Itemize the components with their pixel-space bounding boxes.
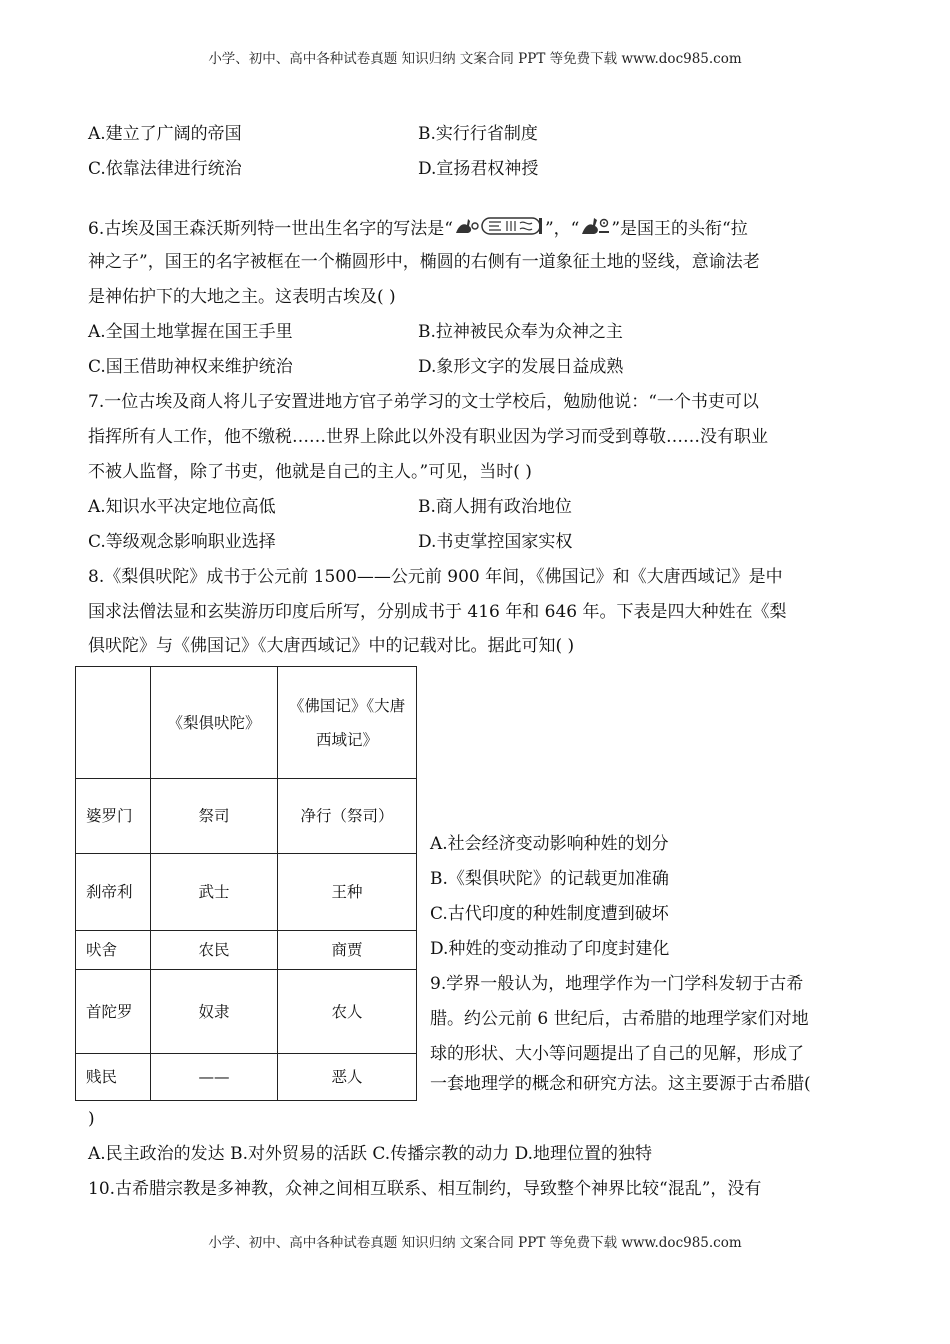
- q8-option-b: B.《梨俱吠陀》的记载更加准确: [430, 869, 669, 889]
- q5-option-c: C.依靠法律进行统治: [88, 159, 242, 179]
- table-header-row: [76, 667, 417, 779]
- q8-line-3: 俱吠陀》与《佛国记》《大唐西域记》中的记载对比。据此可知( ): [88, 636, 575, 656]
- table-cell: 净行（祭司）: [278, 779, 417, 854]
- quote-mark: “: [444, 219, 453, 239]
- page-footer: 小学、初中、高中各种试卷真题 知识归纳 文案合同 PPT 等免费下载 www.doc985.com: [208, 1235, 742, 1251]
- table-row: [76, 970, 417, 1054]
- table-cell: 恶人: [278, 1054, 417, 1101]
- q6-option-d: D.象形文字的发展日益成熟: [418, 357, 624, 377]
- q8-option-c: C.古代印度的种姓制度遭到破坏: [430, 904, 669, 924]
- table-header-cell: [76, 667, 151, 779]
- q8-line-2: 国求法僧法显和玄奘游历印度后所写，分别成书于 416 年和 646 年。下表是四大种姓在《梨: [88, 602, 787, 622]
- q7-option-a: A.知识水平决定地位高低: [88, 497, 276, 517]
- q10-line-1: 10.古希腊宗教是多神教，众神之间相互联系、相互制约，导致整个神界比较“混乱”，没有: [88, 1179, 762, 1199]
- q6-line-1: [88, 215, 748, 244]
- q7-option-c: C.等级观念影响职业选择: [88, 532, 276, 552]
- q9-line-3: 球的形状、大小等问题提出了自己的见解，形成了: [430, 1044, 804, 1064]
- quote-mark: “: [570, 219, 580, 239]
- q9-line-2: 腊。约公元前 6 世纪后，古希腊的地理学家们对地: [430, 1009, 809, 1029]
- q5-option-a: A.建立了广阔的帝国: [88, 124, 242, 144]
- page-header: 小学、初中、高中各种试卷真题 知识归纳 文案合同 PPT 等免费下载 www.doc985.com: [208, 51, 742, 67]
- q8-option-a: A.社会经济变动影响种姓的划分: [430, 834, 669, 854]
- table-cell: ——: [151, 1054, 278, 1101]
- q7-line-3: 不被人监督，除了书吏，他就是自己的主人。”可见，当时( ): [88, 462, 532, 482]
- table-header-cell: 《佛国记》《大唐西域记》: [278, 667, 417, 779]
- q6-option-c: C.国王借助神权来维护统治: [88, 357, 293, 377]
- q7-option-d: D.书吏掌控国家实权: [418, 532, 573, 552]
- table-row-header: 贱民: [76, 1054, 151, 1101]
- q7-line-1: 7.一位古埃及商人将儿子安置进地方官子弟学习的文士学校后，勉励他说：“一个书吏可以: [88, 392, 759, 412]
- q8-line-1: 8.《梨俱吠陀》成书于公元前 1500——公元前 900 年间，《佛国记》和《大唐西域记》是中: [88, 567, 783, 587]
- table-cell: 祭司: [151, 779, 278, 854]
- q7-option-b: B.商人拥有政治地位: [418, 497, 572, 517]
- comma: ，: [553, 219, 571, 239]
- caste-comparison-table: [75, 666, 417, 1101]
- q6-text-post: 是国王的头衔“拉: [620, 219, 748, 239]
- q9-line-1: 9.学界一般认为，地理学作为一门学科发轫于古希: [430, 974, 804, 994]
- table-row-header: 婆罗门: [76, 779, 151, 854]
- table-row: [76, 1054, 417, 1101]
- q6-option-b: B.拉神被民众奉为众神之主: [418, 322, 623, 342]
- table-header-cell: 《梨俱吠陀》: [151, 667, 278, 779]
- q9-line-5: ): [88, 1109, 95, 1129]
- table-cell: 奴隶: [151, 970, 278, 1054]
- table-row-header: 首陀罗: [76, 970, 151, 1054]
- q6-line-3: 是神佑护下的大地之主。这表明古埃及( ): [88, 287, 396, 307]
- quote-mark: ”: [611, 219, 621, 239]
- quote-mark: ”: [544, 219, 554, 239]
- q6-text-pre: 6.古埃及国王森沃斯列特一世出生名字的写法是: [88, 219, 445, 239]
- table-cell: 农人: [278, 970, 417, 1054]
- q6-option-a: A.全国土地掌握在国王手里: [88, 322, 293, 342]
- table-cell: 商贾: [278, 931, 417, 970]
- table-cell: 王种: [278, 854, 417, 931]
- table-cell: 农民: [151, 931, 278, 970]
- q9-line-4: 一套地理学的概念和研究方法。这主要源于古希腊(: [430, 1074, 811, 1094]
- q5-option-d: D.宣扬君权神授: [418, 159, 539, 179]
- hieroglyph-cartouche-icon: [453, 215, 545, 244]
- q8-option-d: D.种姓的变动推动了印度封建化: [430, 939, 670, 959]
- q6-line-2: 神之子”，国王的名字被框在一个椭圆形中，椭圆的右侧有一道象征土地的竖线，意谕法老: [88, 252, 760, 272]
- table-row: [76, 779, 417, 854]
- table-row: [76, 854, 417, 931]
- table-row-header: 吠舍: [76, 931, 151, 970]
- q7-line-2: 指挥所有人工作，他不缴税……世界上除此以外没有职业因为学习而受到尊敬……没有职业: [88, 427, 768, 447]
- q5-option-b: B.实行行省制度: [418, 124, 538, 144]
- q9-options: A.民主政治的发达 B.对外贸易的活跃 C.传播宗教的动力 D.地理位置的独特: [88, 1144, 653, 1164]
- table-cell: 武士: [151, 854, 278, 931]
- hieroglyph-title-icon: [579, 215, 611, 244]
- table-row-header: 刹帝利: [76, 854, 151, 931]
- table-row: [76, 931, 417, 970]
